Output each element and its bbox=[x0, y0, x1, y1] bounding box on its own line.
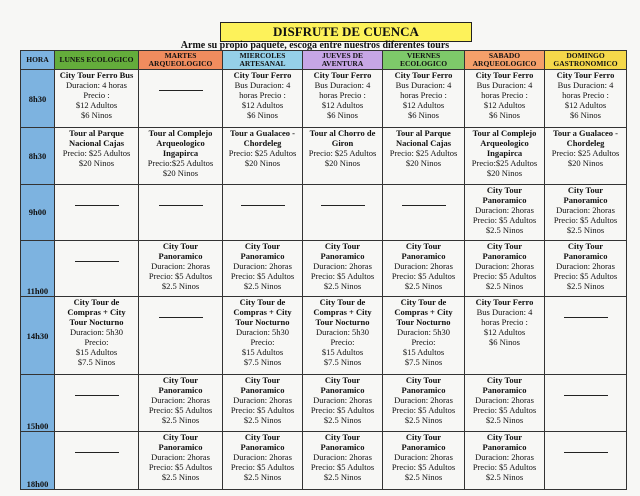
tour-cell-sabado bbox=[465, 70, 545, 128]
tour-name: Nacional Cajas bbox=[68, 138, 124, 149]
tour-detail: $2.5 Ninos bbox=[243, 415, 282, 426]
tour-name: Panoramico bbox=[320, 385, 365, 396]
tour-detail: Duracion: 2horas bbox=[475, 260, 534, 271]
tour-detail: $15 Adultos bbox=[241, 347, 284, 358]
tour-name: Panoramico bbox=[482, 441, 527, 452]
tour-detail: horas Precio : bbox=[319, 90, 366, 100]
tour-cell-martes bbox=[139, 375, 223, 431]
tour-name: City Tour Ferro bbox=[313, 70, 372, 80]
header-sabado: SABADO ARQUEOLOGICO bbox=[465, 51, 545, 70]
tour-detail: Duracion: 2horas bbox=[394, 395, 453, 406]
tour-name: Giron bbox=[331, 138, 354, 149]
tour-schedule-table bbox=[20, 50, 627, 490]
tour-name: Panoramico bbox=[240, 441, 285, 452]
tour-detail: Duracion: 2horas bbox=[556, 260, 615, 271]
tour-cell-lunes bbox=[55, 184, 139, 240]
tour-cell-domingo bbox=[545, 70, 627, 128]
tour-name: Tour Nocturno bbox=[69, 317, 124, 328]
tour-cell-lunes bbox=[55, 375, 139, 431]
tour-cell-domingo bbox=[545, 128, 627, 184]
tour-cell-lunes bbox=[55, 70, 139, 128]
tour-detail: Bus Duracion: 4 bbox=[395, 80, 452, 90]
empty-slot-placeholder bbox=[75, 205, 119, 206]
tour-name: City Tour bbox=[405, 240, 442, 251]
tour-cell-domingo bbox=[545, 240, 627, 296]
tour-name: Panoramico bbox=[401, 385, 446, 396]
tour-detail: Precio:$25 Adultos bbox=[471, 158, 538, 169]
tour-detail: $2.5 Ninos bbox=[323, 471, 362, 482]
tour-cell-martes bbox=[139, 240, 223, 296]
empty-slot-placeholder bbox=[75, 395, 119, 396]
tour-detail: Precio: $25 Adultos bbox=[308, 148, 377, 159]
tour-cell-martes bbox=[139, 431, 223, 489]
header-martes: MARTES ARQUEOLOGICO bbox=[139, 51, 223, 70]
schedule-row bbox=[21, 184, 627, 240]
empty-slot-placeholder bbox=[159, 317, 203, 318]
tour-detail: Precio: $5 Adultos bbox=[148, 405, 213, 416]
tour-detail: Precio: bbox=[250, 337, 275, 348]
tour-cell-sabado bbox=[465, 128, 545, 184]
tour-detail: $20 Ninos bbox=[78, 158, 115, 169]
tour-detail: Duracion: 2horas bbox=[475, 451, 534, 462]
tour-detail: Precio: $5 Adultos bbox=[310, 405, 375, 416]
tour-name: City Tour de bbox=[239, 297, 286, 308]
tour-name: Panoramico bbox=[240, 385, 285, 396]
tour-detail: Duracion: 5h30 bbox=[315, 327, 370, 338]
tour-detail: Duracion: 2horas bbox=[475, 204, 534, 215]
tour-detail: $12 Adultos bbox=[75, 100, 118, 110]
tour-name: City Tour Ferro bbox=[394, 70, 453, 80]
time-cell bbox=[21, 184, 55, 240]
tour-detail: $2.5 Ninos bbox=[485, 471, 524, 482]
tour-name: City Tour bbox=[324, 375, 361, 386]
tour-cell-martes bbox=[139, 297, 223, 375]
tour-cell-miercoles bbox=[223, 128, 303, 184]
tour-detail: Precio: $5 Adultos bbox=[148, 461, 213, 472]
tour-detail: horas Precio : bbox=[481, 317, 528, 328]
tour-detail: $2.5 Ninos bbox=[485, 415, 524, 426]
empty-slot-placeholder bbox=[564, 452, 608, 453]
tour-name: City Tour bbox=[244, 375, 281, 386]
tour-detail: Precio: $5 Adultos bbox=[472, 270, 537, 281]
tour-detail: $2.5 Ninos bbox=[243, 280, 282, 291]
tour-detail: Duracion: 2horas bbox=[475, 395, 534, 406]
tour-name: City Tour bbox=[486, 240, 523, 251]
tour-cell-domingo bbox=[545, 375, 627, 431]
tour-cell-viernes bbox=[383, 297, 465, 375]
tour-detail: $6 Ninos bbox=[247, 110, 278, 120]
tour-name: Panoramico bbox=[401, 441, 446, 452]
tour-detail: $20 Ninos bbox=[405, 158, 442, 169]
tour-detail: Duracion: 2horas bbox=[313, 260, 372, 271]
page-subtitle: Arme su propio paquete, escoga entre nuestros diferentes tours bbox=[180, 40, 450, 51]
tour-detail: $15 Adultos bbox=[402, 347, 445, 358]
tour-name: Arqueologico bbox=[480, 138, 529, 149]
tour-name: City Tour bbox=[324, 240, 361, 251]
tour-cell-lunes bbox=[55, 297, 139, 375]
tour-name: Nacional Cajas bbox=[395, 138, 451, 149]
empty-slot-placeholder bbox=[402, 205, 446, 206]
tour-detail: $12 Adultos bbox=[564, 100, 607, 110]
tour-detail: $20 Ninos bbox=[244, 158, 281, 169]
tour-detail: $7.5 Ninos bbox=[404, 357, 443, 368]
tour-detail: $6 Ninos bbox=[570, 110, 601, 120]
tour-name: Ingapirca bbox=[162, 148, 199, 159]
tour-detail: $2.5 Ninos bbox=[161, 471, 200, 482]
tour-detail: Duracion: 2horas bbox=[313, 395, 372, 406]
schedule-row bbox=[21, 128, 627, 184]
tour-detail: $2.5 Ninos bbox=[323, 280, 362, 291]
tour-name: City Tour bbox=[162, 240, 199, 251]
tour-detail: $15 Adultos bbox=[75, 347, 118, 358]
tour-detail: $2.5 Ninos bbox=[404, 471, 443, 482]
time-cell bbox=[21, 375, 55, 431]
empty-slot-placeholder bbox=[159, 90, 203, 91]
tour-detail: $6 Ninos bbox=[81, 110, 112, 120]
tour-detail: Precio: bbox=[411, 337, 436, 348]
tour-detail: $6 Ninos bbox=[327, 110, 358, 120]
tour-detail: $20 Ninos bbox=[567, 158, 604, 169]
tour-cell-jueves bbox=[303, 297, 383, 375]
tour-detail: Duracion: 2horas bbox=[394, 451, 453, 462]
tour-name: City Tour Ferro bbox=[233, 70, 292, 80]
tour-cell-miercoles bbox=[223, 297, 303, 375]
tour-detail: $2.5 Ninos bbox=[243, 471, 282, 482]
tour-detail: Duracion: 5h30 bbox=[235, 327, 290, 338]
tour-name: Chordeleg bbox=[243, 138, 282, 149]
tour-name: Tour Nocturno bbox=[315, 317, 370, 328]
time-label: 15h00 bbox=[26, 420, 49, 431]
tour-name: Tour al Parque bbox=[69, 128, 124, 139]
tour-detail: Duracion: 2horas bbox=[233, 260, 292, 271]
tour-name: Tour Nocturno bbox=[396, 317, 451, 328]
tour-detail: Precio: $5 Adultos bbox=[230, 405, 295, 416]
tour-detail: Precio : bbox=[83, 90, 110, 100]
tour-name: City Tour bbox=[244, 240, 281, 251]
empty-slot-placeholder bbox=[564, 317, 608, 318]
tour-cell-sabado bbox=[465, 431, 545, 489]
tour-detail: Duracion: 2horas bbox=[556, 204, 615, 215]
time-label: 14h30 bbox=[26, 330, 49, 341]
tour-detail: Precio: $25 Adultos bbox=[228, 148, 297, 159]
tour-name: Chordeleg bbox=[566, 138, 605, 149]
tour-name: City Tour bbox=[486, 431, 523, 442]
tour-name: Panoramico bbox=[158, 441, 203, 452]
header-lunes: LUNES ECOLOGICO bbox=[55, 51, 139, 70]
tour-detail: $2.5 Ninos bbox=[323, 415, 362, 426]
tour-detail: Precio: $25 Adultos bbox=[62, 148, 131, 159]
schedule-row bbox=[21, 431, 627, 489]
tour-name: City Tour de bbox=[400, 297, 447, 308]
tour-detail: $12 Adultos bbox=[241, 100, 284, 110]
tour-detail: Duracion: 2horas bbox=[313, 451, 372, 462]
tour-detail: Bus Duracion: 4 bbox=[557, 80, 614, 90]
page-title: DISFRUTE DE CUENCA bbox=[220, 22, 472, 42]
tour-detail: $6 Ninos bbox=[489, 337, 520, 348]
tour-detail: Duracion: 5h30 bbox=[69, 327, 124, 338]
tour-cell-lunes bbox=[55, 240, 139, 296]
tour-name: City Tour Ferro bbox=[556, 70, 615, 80]
tour-detail: $2.5 Ninos bbox=[161, 415, 200, 426]
tour-name: City Tour Ferro Bus bbox=[59, 70, 134, 80]
tour-cell-martes bbox=[139, 184, 223, 240]
header-jueves: JUEVES DE AVENTURA bbox=[303, 51, 383, 70]
tour-name: Panoramico bbox=[158, 250, 203, 261]
tour-detail: horas Precio : bbox=[562, 90, 609, 100]
tour-name: Panoramico bbox=[320, 441, 365, 452]
tour-cell-jueves bbox=[303, 184, 383, 240]
tour-name: City Tour bbox=[567, 240, 604, 251]
tour-detail: $12 Adultos bbox=[483, 327, 526, 338]
tour-name: City Tour bbox=[324, 431, 361, 442]
tour-cell-viernes bbox=[383, 240, 465, 296]
time-cell bbox=[21, 297, 55, 375]
header-row bbox=[21, 51, 627, 70]
tour-name: City Tour bbox=[405, 375, 442, 386]
tour-detail: Duracion: 2horas bbox=[233, 451, 292, 462]
schedule-row bbox=[21, 297, 627, 375]
header-domingo: DOMINGO GASTRONOMICO bbox=[545, 51, 627, 70]
time-cell bbox=[21, 240, 55, 296]
tour-cell-martes bbox=[139, 128, 223, 184]
tour-name: Panoramico bbox=[482, 385, 527, 396]
tour-name: City Tour bbox=[162, 375, 199, 386]
time-label: 8h30 bbox=[28, 93, 47, 104]
empty-slot-placeholder bbox=[564, 395, 608, 396]
tour-detail: Precio: $5 Adultos bbox=[230, 270, 295, 281]
tour-name: Panoramico bbox=[401, 250, 446, 261]
tour-name: City Tour bbox=[567, 184, 604, 195]
header-viernes: VIERNES ECOLOGICO bbox=[383, 51, 465, 70]
tour-detail: $2.5 Ninos bbox=[566, 280, 605, 291]
tour-name: Panoramico bbox=[158, 385, 203, 396]
tour-name: Tour al Complejo bbox=[472, 128, 537, 139]
tour-cell-miercoles bbox=[223, 240, 303, 296]
tour-name: Panoramico bbox=[482, 250, 527, 261]
time-cell bbox=[21, 70, 55, 128]
tour-detail: Duracion: 2horas bbox=[151, 260, 210, 271]
tour-detail: $7.5 Ninos bbox=[77, 357, 116, 368]
tour-name: Tour al Chorro de bbox=[309, 128, 376, 139]
schedule-row bbox=[21, 240, 627, 296]
tour-name: City Tour bbox=[405, 431, 442, 442]
tour-name: Compras + City bbox=[67, 307, 126, 318]
tour-name: Tour Nocturno bbox=[235, 317, 290, 328]
tour-detail: Precio: $5 Adultos bbox=[553, 270, 618, 281]
tour-detail: Precio: $5 Adultos bbox=[310, 461, 375, 472]
tour-detail: Bus Duracion: 4 bbox=[476, 307, 533, 318]
time-label: 8h30 bbox=[28, 150, 47, 161]
tour-detail: horas Precio : bbox=[400, 90, 447, 100]
tour-detail: Precio: $5 Adultos bbox=[472, 214, 537, 225]
tour-detail: Precio: $5 Adultos bbox=[472, 461, 537, 472]
tour-detail: $15 Adultos bbox=[321, 347, 364, 358]
time-label: 9h00 bbox=[28, 207, 47, 218]
tour-detail: Duracion: 2horas bbox=[394, 260, 453, 271]
tour-cell-jueves bbox=[303, 128, 383, 184]
tour-detail: $12 Adultos bbox=[402, 100, 445, 110]
tour-name: City Tour de bbox=[73, 297, 120, 308]
tour-detail: $2.5 Ninos bbox=[161, 280, 200, 291]
empty-slot-placeholder bbox=[75, 261, 119, 262]
tour-detail: $12 Adultos bbox=[321, 100, 364, 110]
tour-detail: Duracion: 5h30 bbox=[396, 327, 451, 338]
empty-slot-placeholder bbox=[241, 205, 285, 206]
tour-cell-sabado bbox=[465, 184, 545, 240]
tour-detail: Bus Duracion: 4 bbox=[476, 80, 533, 90]
tour-detail: Duracion: 2horas bbox=[151, 395, 210, 406]
tour-cell-jueves bbox=[303, 240, 383, 296]
tour-detail: $6 Ninos bbox=[489, 110, 520, 120]
header-miercoles: MIERCOLES ARTESANAL bbox=[223, 51, 303, 70]
tour-detail: Precio: $5 Adultos bbox=[553, 214, 618, 225]
tour-detail: Precio: $25 Adultos bbox=[551, 148, 620, 159]
tour-name: Tour a Gualaceo - bbox=[553, 128, 618, 139]
tour-name: Compras + City bbox=[394, 307, 453, 318]
tour-detail: Precio: $5 Adultos bbox=[391, 405, 456, 416]
tour-cell-jueves bbox=[303, 431, 383, 489]
tour-detail: Precio: $25 Adultos bbox=[389, 148, 458, 159]
tour-cell-viernes bbox=[383, 184, 465, 240]
tour-detail: Precio:$25 Adultos bbox=[147, 158, 214, 169]
time-cell bbox=[21, 431, 55, 489]
tour-detail: Precio: $5 Adultos bbox=[230, 461, 295, 472]
tour-name: Panoramico bbox=[240, 250, 285, 261]
time-label: 18h00 bbox=[26, 479, 49, 489]
tour-detail: horas Precio : bbox=[481, 90, 528, 100]
tour-detail: $2.5 Ninos bbox=[566, 224, 605, 235]
tour-name: Panoramico bbox=[563, 250, 608, 261]
tour-cell-sabado bbox=[465, 375, 545, 431]
tour-cell-viernes bbox=[383, 128, 465, 184]
tour-detail: $20 Ninos bbox=[162, 168, 199, 179]
tour-name: City Tour Ferro bbox=[475, 297, 534, 308]
tour-detail: $6 Ninos bbox=[408, 110, 439, 120]
tour-cell-sabado bbox=[465, 297, 545, 375]
tour-detail: Precio: $5 Adultos bbox=[391, 461, 456, 472]
tour-name: Arqueologico bbox=[156, 138, 205, 149]
tour-detail: $12 Adultos bbox=[483, 100, 526, 110]
tour-cell-miercoles bbox=[223, 431, 303, 489]
tour-cell-domingo bbox=[545, 184, 627, 240]
tour-cell-miercoles bbox=[223, 184, 303, 240]
tour-detail: Precio: $5 Adultos bbox=[148, 270, 213, 281]
tour-detail: Precio: $5 Adultos bbox=[472, 405, 537, 416]
tour-name: City Tour bbox=[244, 431, 281, 442]
tour-detail: Duracion: 2horas bbox=[233, 395, 292, 406]
tour-cell-viernes bbox=[383, 431, 465, 489]
tour-detail: $2.5 Ninos bbox=[485, 224, 524, 235]
empty-slot-placeholder bbox=[321, 205, 365, 206]
empty-slot-placeholder bbox=[75, 452, 119, 453]
tour-name: Panoramico bbox=[563, 194, 608, 205]
tour-detail: Precio: bbox=[330, 337, 355, 348]
tour-detail: horas Precio : bbox=[239, 90, 286, 100]
tour-name: Compras + City bbox=[313, 307, 372, 318]
tour-cell-martes bbox=[139, 70, 223, 128]
tour-name: Panoramico bbox=[482, 194, 527, 205]
schedule-row bbox=[21, 70, 627, 128]
tour-detail: $7.5 Ninos bbox=[323, 357, 362, 368]
tour-cell-miercoles bbox=[223, 70, 303, 128]
tour-cell-sabado bbox=[465, 240, 545, 296]
tour-cell-domingo bbox=[545, 297, 627, 375]
tour-name: Tour a Gualaceo - bbox=[230, 128, 295, 139]
tour-detail: $7.5 Ninos bbox=[243, 357, 282, 368]
tour-name: City Tour bbox=[486, 184, 523, 195]
time-cell bbox=[21, 128, 55, 184]
tour-detail: Precio: $5 Adultos bbox=[310, 270, 375, 281]
tour-cell-viernes bbox=[383, 375, 465, 431]
tour-cell-jueves bbox=[303, 70, 383, 128]
tour-name: City Tour bbox=[162, 431, 199, 442]
tour-detail: Duracion: 2horas bbox=[151, 451, 210, 462]
tour-detail: Bus Duracion: 4 bbox=[234, 80, 291, 90]
tour-name: Compras + City bbox=[233, 307, 292, 318]
tour-cell-viernes bbox=[383, 70, 465, 128]
empty-slot-placeholder bbox=[159, 205, 203, 206]
tour-name: Panoramico bbox=[320, 250, 365, 261]
tour-name: Tour al Complejo bbox=[148, 128, 213, 139]
tour-detail: Precio: bbox=[84, 337, 109, 348]
tour-name: City Tour de bbox=[319, 297, 366, 308]
tour-detail: $2.5 Ninos bbox=[404, 280, 443, 291]
tour-detail: $2.5 Ninos bbox=[485, 280, 524, 291]
header-hora: HORA bbox=[21, 51, 55, 70]
tour-detail: $2.5 Ninos bbox=[404, 415, 443, 426]
tour-detail: $20 Ninos bbox=[486, 168, 523, 179]
tour-cell-lunes bbox=[55, 431, 139, 489]
tour-detail: Duracion: 4 horas bbox=[66, 80, 127, 90]
tour-name: City Tour Ferro bbox=[475, 70, 534, 80]
tour-cell-jueves bbox=[303, 375, 383, 431]
time-label: 11h00 bbox=[26, 286, 49, 297]
tour-detail: Precio: $5 Adultos bbox=[391, 270, 456, 281]
schedule-row bbox=[21, 375, 627, 431]
tour-cell-domingo bbox=[545, 431, 627, 489]
tour-name: Tour al Parque bbox=[396, 128, 451, 139]
tour-detail: $20 Ninos bbox=[324, 158, 361, 169]
tour-cell-lunes bbox=[55, 128, 139, 184]
tour-name: Ingapirca bbox=[486, 148, 523, 159]
tour-detail: Bus Duracion: 4 bbox=[314, 80, 371, 90]
tour-cell-miercoles bbox=[223, 375, 303, 431]
tour-name: City Tour bbox=[486, 375, 523, 386]
